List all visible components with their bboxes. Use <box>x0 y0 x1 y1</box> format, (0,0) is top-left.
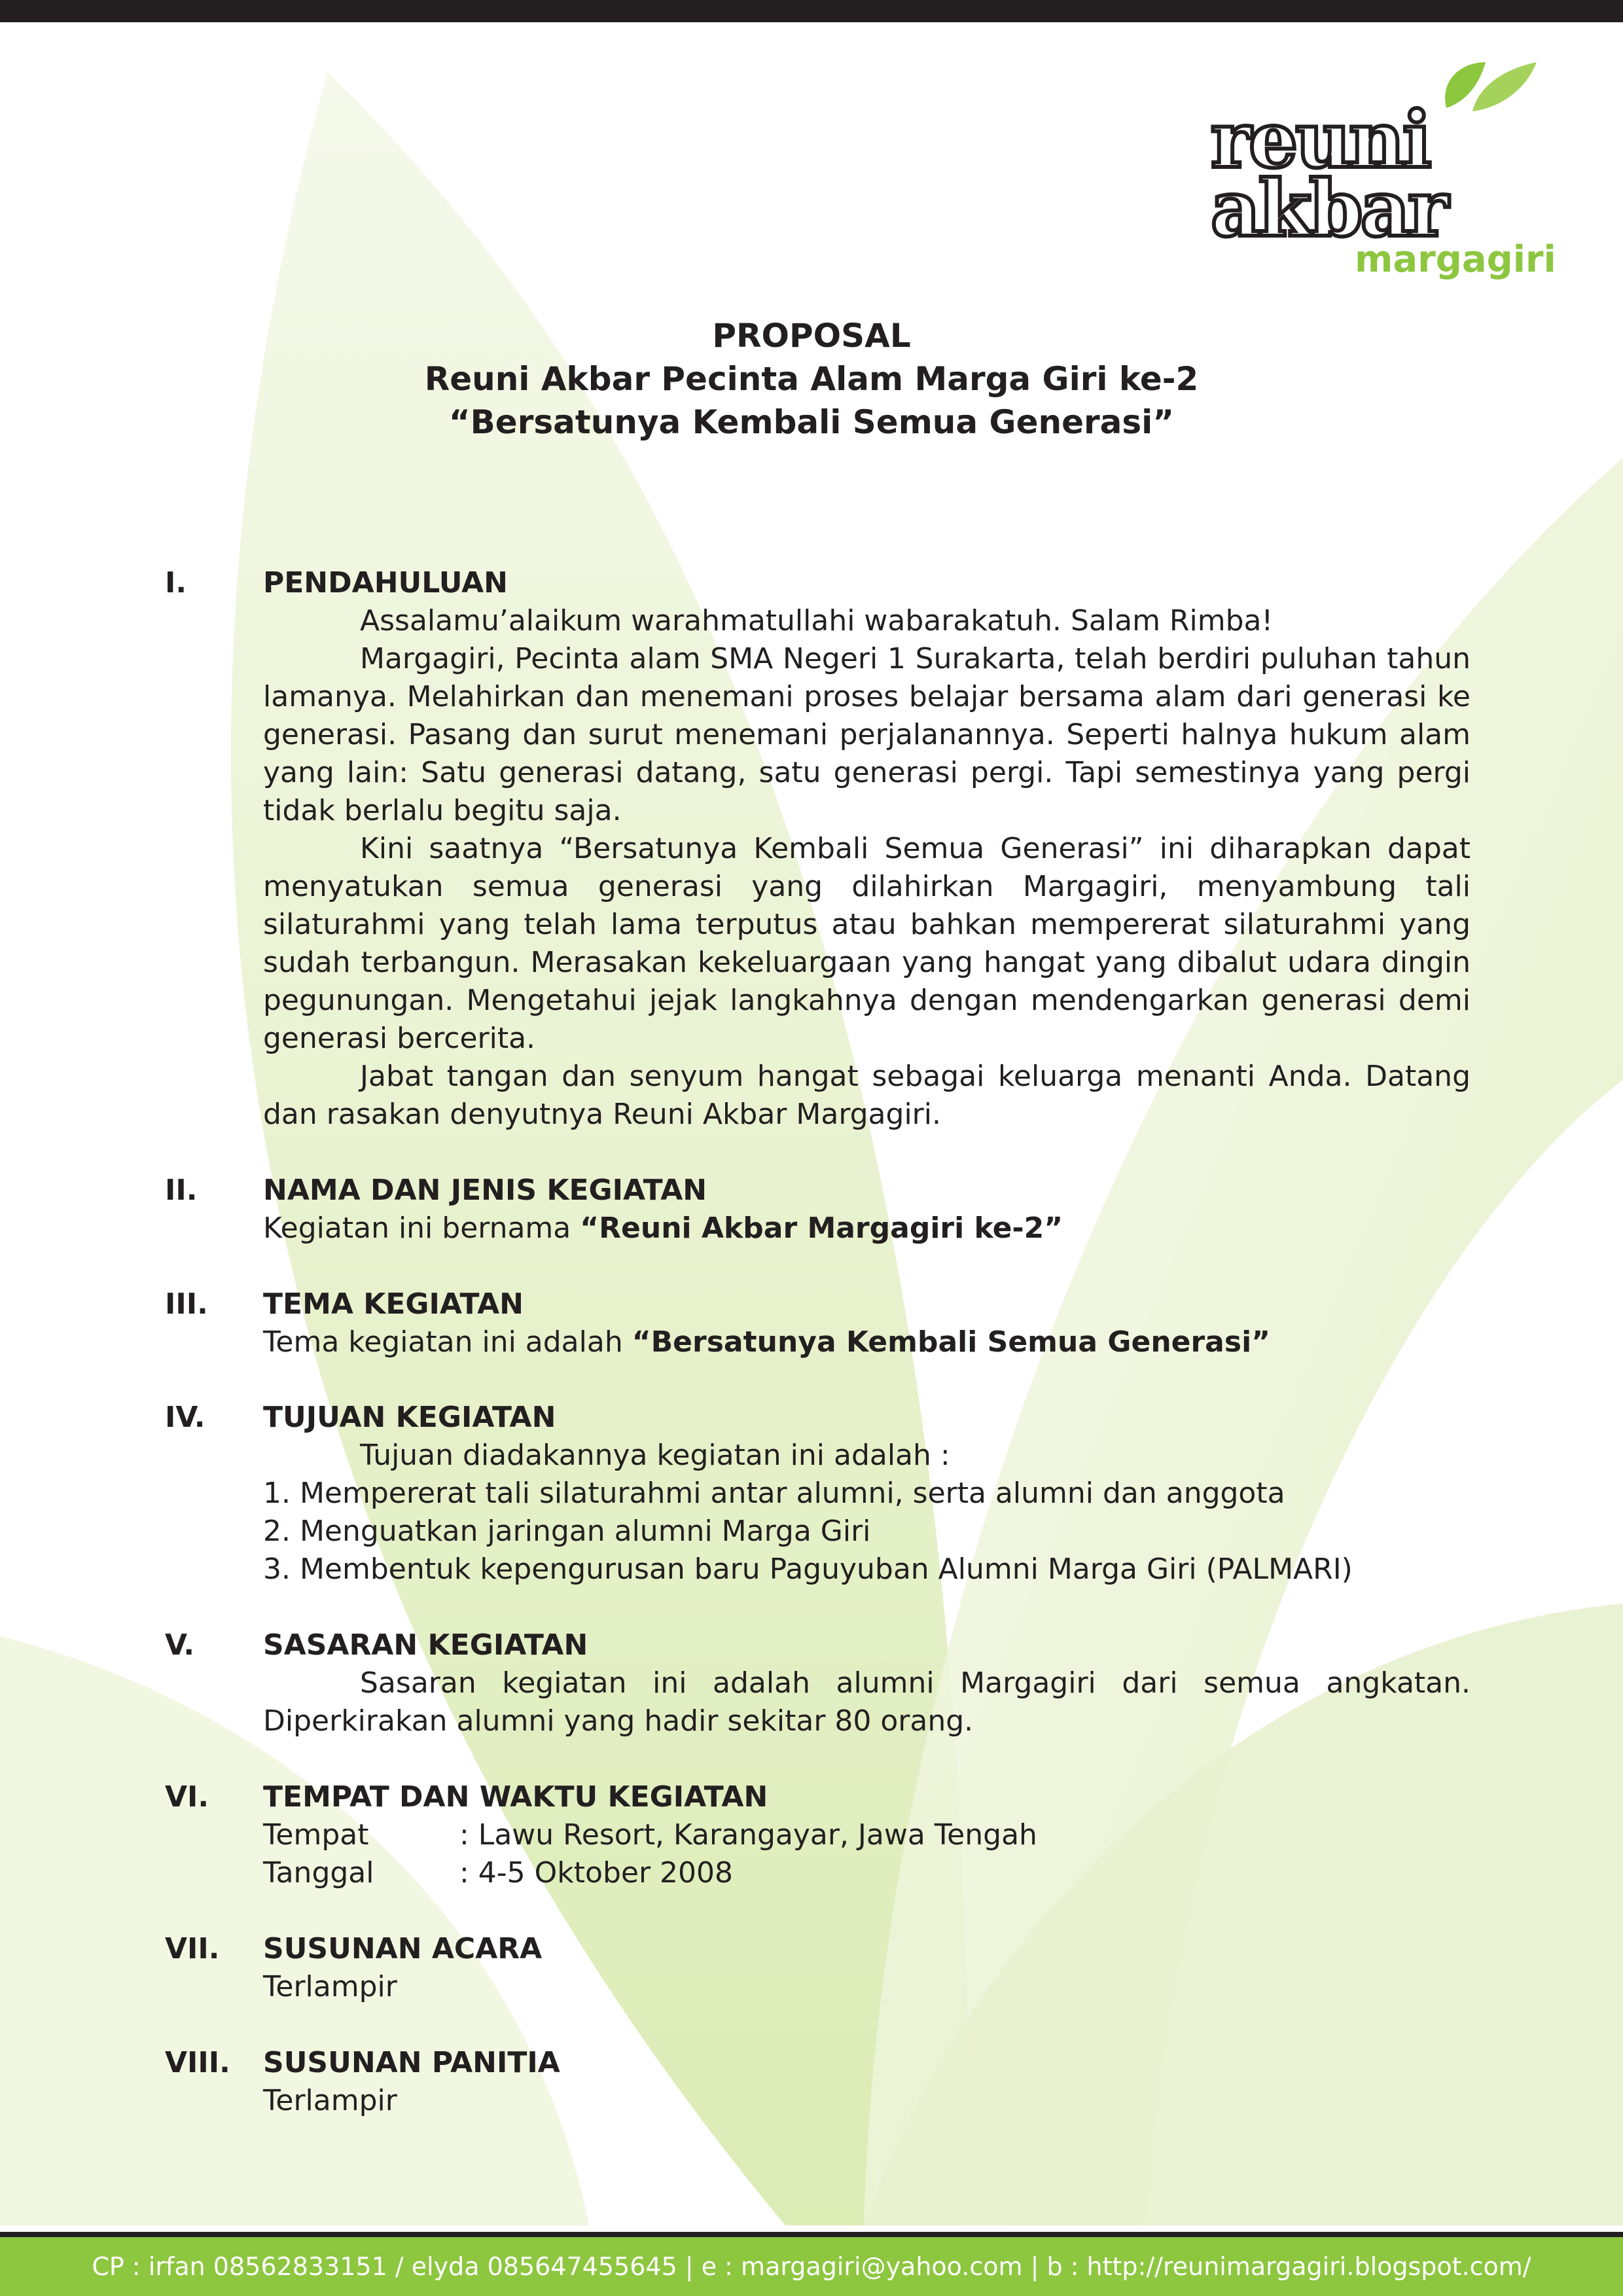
paragraph: Assalamu’alaikum warahmatullahi wabarakatuh. Salam Rimba! <box>360 604 1274 637</box>
section-number: I. <box>165 566 187 600</box>
section-heading: TUJUAN KEGIATAN <box>263 1401 556 1434</box>
contact-footer: CP : irfan 08562833151 / elyda 085647455645 | e : margagiri@yahoo.com | b : http://reunimargagiri.blogspot.com/ <box>0 2237 1623 2296</box>
paragraph: Margagiri, Pecinta alam SMA Negeri 1 Surakarta, telah berdiri puluhan tahun lamanya. Melahirkan dan menemani proses belajar bersama alam dari generasi ke generasi. Pasang dan surut menemani perjalanannya. Seperti halnya hukum alam yang lain: Satu generasi datang, satu generasi pergi. Tapi semestinya yang pergi tidak berlalu begitu saja. <box>263 642 1471 827</box>
text-bold: “Reuni Akbar Margagiri ke-2” <box>580 1211 1063 1245</box>
logo-word-akbar: akbar <box>1211 163 1446 254</box>
section-heading: NAMA DAN JENIS KEGIATAN <box>263 1174 707 1207</box>
section-text: Terlampir <box>263 1970 397 2003</box>
paragraph: Jabat tangan dan senyum hangat sebagai keluarga menanti Anda. Datang dan rasakan denyutnya Reuni Akbar Margagiri. <box>263 1060 1471 1131</box>
text-plain: Tema kegiatan ini adalah <box>263 1325 632 1359</box>
detail-label: Tanggal <box>263 1856 374 1890</box>
section-number: VII. <box>165 1932 220 1965</box>
document-title <box>0 314 1623 444</box>
title-proposal: PROPOSAL <box>712 317 911 355</box>
logo-word-margagiri: margagiri <box>1355 238 1556 281</box>
section-number: VI. <box>165 1780 209 1814</box>
title-theme: “Bersatunya Kembali Semua Generasi” <box>448 403 1175 441</box>
detail-value: : Lawu Resort, Karangayar, Jawa Tengah <box>459 1818 1037 1852</box>
section-heading: SUSUNAN ACARA <box>263 1932 543 1965</box>
section-heading: SUSUNAN PANITIA <box>263 2046 560 2079</box>
section-number: III. <box>165 1287 208 1321</box>
section-number: V. <box>165 1628 195 1662</box>
section-intro: Tujuan diadakannya kegiatan ini adalah : <box>360 1439 950 1472</box>
section-heading: TEMPAT DAN WAKTU KEGIATAN <box>263 1780 768 1814</box>
section-text <box>263 1210 1471 1247</box>
section-number: VIII. <box>165 2046 230 2079</box>
footer-border <box>0 2232 1623 2237</box>
text-bold: “Bersatunya Kembali Semua Generasi” <box>632 1325 1271 1359</box>
text-plain: Kegiatan ini bernama <box>263 1211 580 1245</box>
list-item: 2. Menguatkan jaringan alumni Marga Giri <box>263 1515 871 1548</box>
section-heading: TEMA KEGIATAN <box>263 1287 524 1321</box>
section-number: II. <box>165 1174 198 1207</box>
detail-row-tempat <box>263 1816 1471 1854</box>
leaf-icon <box>1433 56 1538 115</box>
section-number: IV. <box>165 1401 205 1434</box>
logo-word-reuni: reuni <box>1211 94 1429 185</box>
list-item: 1. Mempererat tali silaturahmi antar alumni, serta alumni dan anggota <box>263 1477 1285 1510</box>
section-heading: SASARAN KEGIATAN <box>263 1628 588 1662</box>
reuni-akbar-logo <box>1211 56 1556 281</box>
list-item: 3. Membentuk kepengurusan baru Paguyuban Alumni Marga Giri (PALMARI) <box>263 1552 1353 1586</box>
detail-row-tanggal <box>263 1854 1471 1892</box>
section-text: Terlampir <box>263 2084 397 2117</box>
section-heading: PENDAHULUAN <box>263 566 508 600</box>
paragraph: Kini saatnya “Bersatunya Kembali Semua Generasi” ini diharapkan dapat menyatukan semua generasi yang dilahirkan Margagiri, menyambung tali silaturahmi yang telah lama terputus atau bahkan mempererat silaturahmi yang sudah terbangun. Merasakan kekeluargaan yang hangat yang dibalut udara dingin pegunungan. Mengetahui jejak langkahnya dengan mendengarkan generasi demi generasi bercerita. <box>263 832 1471 1055</box>
detail-label: Tempat <box>263 1818 369 1852</box>
section-text <box>263 1323 1471 1361</box>
detail-value: : 4-5 Oktober 2008 <box>459 1856 733 1890</box>
title-event: Reuni Akbar Pecinta Alam Marga Giri ke-2 <box>424 360 1199 398</box>
paragraph: Sasaran kegiatan ini adalah alumni Margagiri dari semua angkatan. Diperkirakan alumni yang hadir sekitar 80 orang. <box>263 1666 1471 1738</box>
